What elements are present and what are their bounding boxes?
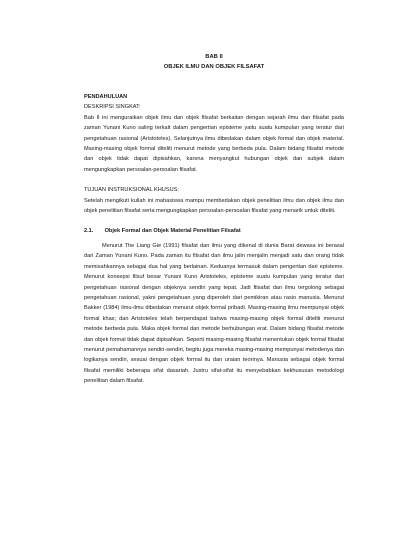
- section-number: 2.1.: [84, 228, 94, 235]
- section-heading: [84, 226, 344, 236]
- objectives-text: Setelah mengikuti kuliah ini mahasiswa mampu membedakan objek penelitian ilmu dan objek ilmu dan objek penelitian filsafat serta mengungkapkan persoalan-persoalan filsafat yang menarik untuk diteliti.: [84, 197, 344, 215]
- description-text: Bab II ini menguraikan objek ilmu dan objek filsafat berkaitan dengan sejarah ilmu dan filsafat pada zaman Yunani Kuno saling terkait dalam pengertian episteme yaitu suatu kumpulan yang teratur dari pengetahuan rasional (Aristoteles). Selanjutnya ilmu dibedakan dalam objek formal dan objek material. Masing-masing objek formal diteliti menurut metode yang berbeda pula. Dalam bidang filsafat metode dan objek tidak dapat dipisahkan, karena menyangkut hubungan objek dan subjek dalam mengungkapkan persoalan-persoalan filsafat.: [84, 114, 344, 173]
- section-title: Objek Formal dan Objek Material Penelitian Filsafat: [104, 228, 241, 235]
- chapter-label: BAB II: [205, 54, 223, 60]
- description-label: DESKRIPSI SINGKAT:: [84, 104, 141, 111]
- objectives-label: TUJUAN INSTRUKSIONAL KHUSUS:: [84, 187, 179, 194]
- chapter-title: OBJEK ILMU DAN OBJEK FILSAFAT: [163, 64, 265, 70]
- section-body-text: Menurut The Liang Gie (1991) filsafat dan ilmu yang dikenal di dunia Barat dewasa ini berasal dari Zaman Yunani Kuno. Pada zaman itu filsafat dan ilmu jalin menjalin menjadi satu dan orang tidak memisahkannya sebagai dua hal yang berlainan. Keduanya termasuk dalam pengertian dari episteme. Menurut konsepsi filsuf besar Yunani Kuno Aristoteles, episteme suatu kumpulan yang teratur dari pengetahuan rasional dengan objeknya sendiri yang tepat. Jadi filsafat dan ilmu tergolong sebagai pengetahuan rasional, yakni pengetahuan yang diperoleh dari pemikiran atau rasio manusia. Menurut Bakker (1984) ilmu-ilmu dibedakan menurut objek formal pribadi. Masing-masing ilmu mempunyai objek formal khas; dan Aristoteles telah berpendapat bahwa masing-masing objek formal diteliti menurut metode berbeda pula. Maka objek formal dan metode berhubungan erat. Dalam bidang filsafat metode dan objek formal tidak dapat dipisahkan. Seperti masing-masing filsafat menentukan objek formal filsafat menurut pemahamannya sendiri-sendiri, begitu juga mereka masing-masing mempunyai metodenya dan logikanya sendiri, sesuai dengan objek formal itu dan uraian teorinya. Manusia sebagai objek formal filsafat memiliki beberapa sifat dasariah. Justru sifat-sifat itu menyebabkan kekhususan metodologi penelitian dalam filsafat.: [84, 242, 344, 385]
- intro-heading: PENDAHULUAN: [84, 94, 128, 100]
